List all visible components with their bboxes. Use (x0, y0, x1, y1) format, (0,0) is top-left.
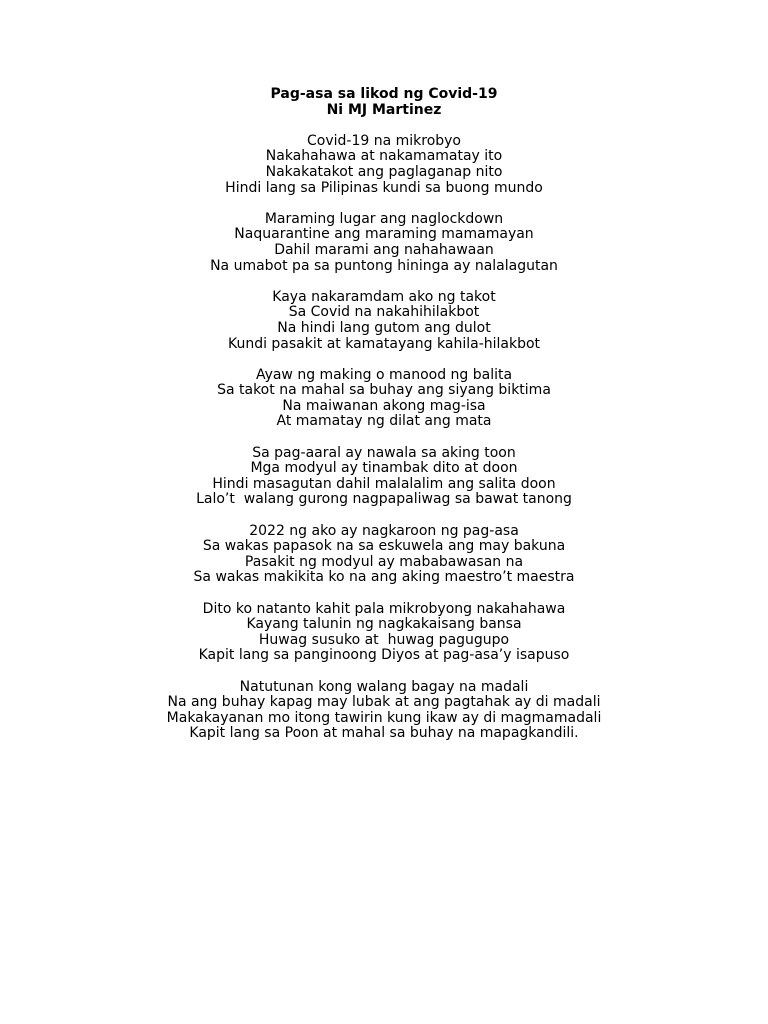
poem-line: Kapit lang sa panginoong Diyos at pag-asa’y isapuso (198, 647, 570, 664)
poem-title: Pag-asa sa likod ng Covid-19 (270, 86, 498, 102)
poem-line: Dahil marami ang nahahawaan (274, 241, 494, 258)
poem-line: Sa Covid na nakahihilakbot (288, 304, 480, 321)
poem-line: 2022 ng ako ay nagkaroon ng pag-asa (249, 522, 519, 539)
poem-author: Ni MJ Martinez (326, 101, 442, 118)
poem-line: Sa pag-aaral ay nawala sa aking toon (252, 444, 516, 461)
poem-line: Hindi masagutan dahil malalalim ang salita doon (212, 475, 556, 492)
poem-line: Sa takot na mahal sa buhay ang siyang biktima (217, 382, 551, 399)
poem-line: Na maiwanan akong mag-isa (282, 397, 486, 414)
stanza-3 (0, 290, 768, 352)
poem-line: Nakahahawa at nakamamatay ito (265, 148, 503, 165)
poem-line: Dito ko natanto kahit pala mikrobyong nakahahawa (202, 600, 566, 617)
poem-line: Covid-19 na mikrobyo (306, 132, 461, 149)
poem-line: Ayaw ng making o manood ng balita (255, 366, 513, 383)
poem-line: Hindi lang sa Pilipinas kundi sa buong mundo (225, 179, 543, 196)
poem-line: Maraming lugar ang naglockdown (264, 210, 504, 227)
poem-line: Huwag susuko at huwag pagugupo (258, 631, 510, 648)
poem-line: Na hindi lang gutom ang dulot (277, 319, 491, 336)
poem-line: Pasakit ng modyul ay mababawasan na (244, 553, 524, 570)
stanza-1 (0, 134, 768, 196)
poem-line: Mga modyul ay tinambak dito at doon (250, 460, 518, 477)
document-page (0, 87, 768, 758)
poem-line: Naquarantine ang maraming mamamayan (234, 226, 534, 243)
poem-line: Sa wakas papasok na sa eskuwela ang may bakuna (202, 538, 566, 555)
poem-line: Sa wakas makikita ko na ang aking maestro’t maestra (193, 569, 575, 586)
poem-line: Makakayanan mo itong tawirin kung ikaw ay di magmamadali (166, 709, 602, 726)
stanza-2 (0, 212, 768, 274)
poem-line: Kaya nakaramdam ako ng takot (272, 288, 496, 305)
poem-line: Na umabot pa sa puntong hininga ay nalalagutan (210, 257, 558, 274)
poem-line: At mamatay ng dilat ang mata (276, 413, 492, 430)
poem-line: Na ang buhay kapag may lubak at ang pagtahak ay di madali (167, 694, 601, 711)
stanza-5 (0, 446, 768, 508)
poem-line: Lalo’t walang gurong nagpapaliwag sa bawat tanong (196, 491, 572, 508)
poem-line: Kundi pasakit at kamatayang kahila-hilakbot (227, 335, 541, 352)
stanza-8 (0, 680, 768, 742)
stanza-6 (0, 524, 768, 586)
stanza-4 (0, 368, 768, 430)
poem-line: Nakakatakot ang paglaganap nito (265, 163, 503, 180)
poem-line: Natutunan kong walang bagay na madali (239, 678, 529, 695)
poem-line: Kayang talunin ng nagkakaisang bansa (246, 616, 522, 633)
stanza-7 (0, 602, 768, 664)
poem-line: Kapit lang sa Poon at mahal sa buhay na mapagkandili. (189, 725, 579, 742)
